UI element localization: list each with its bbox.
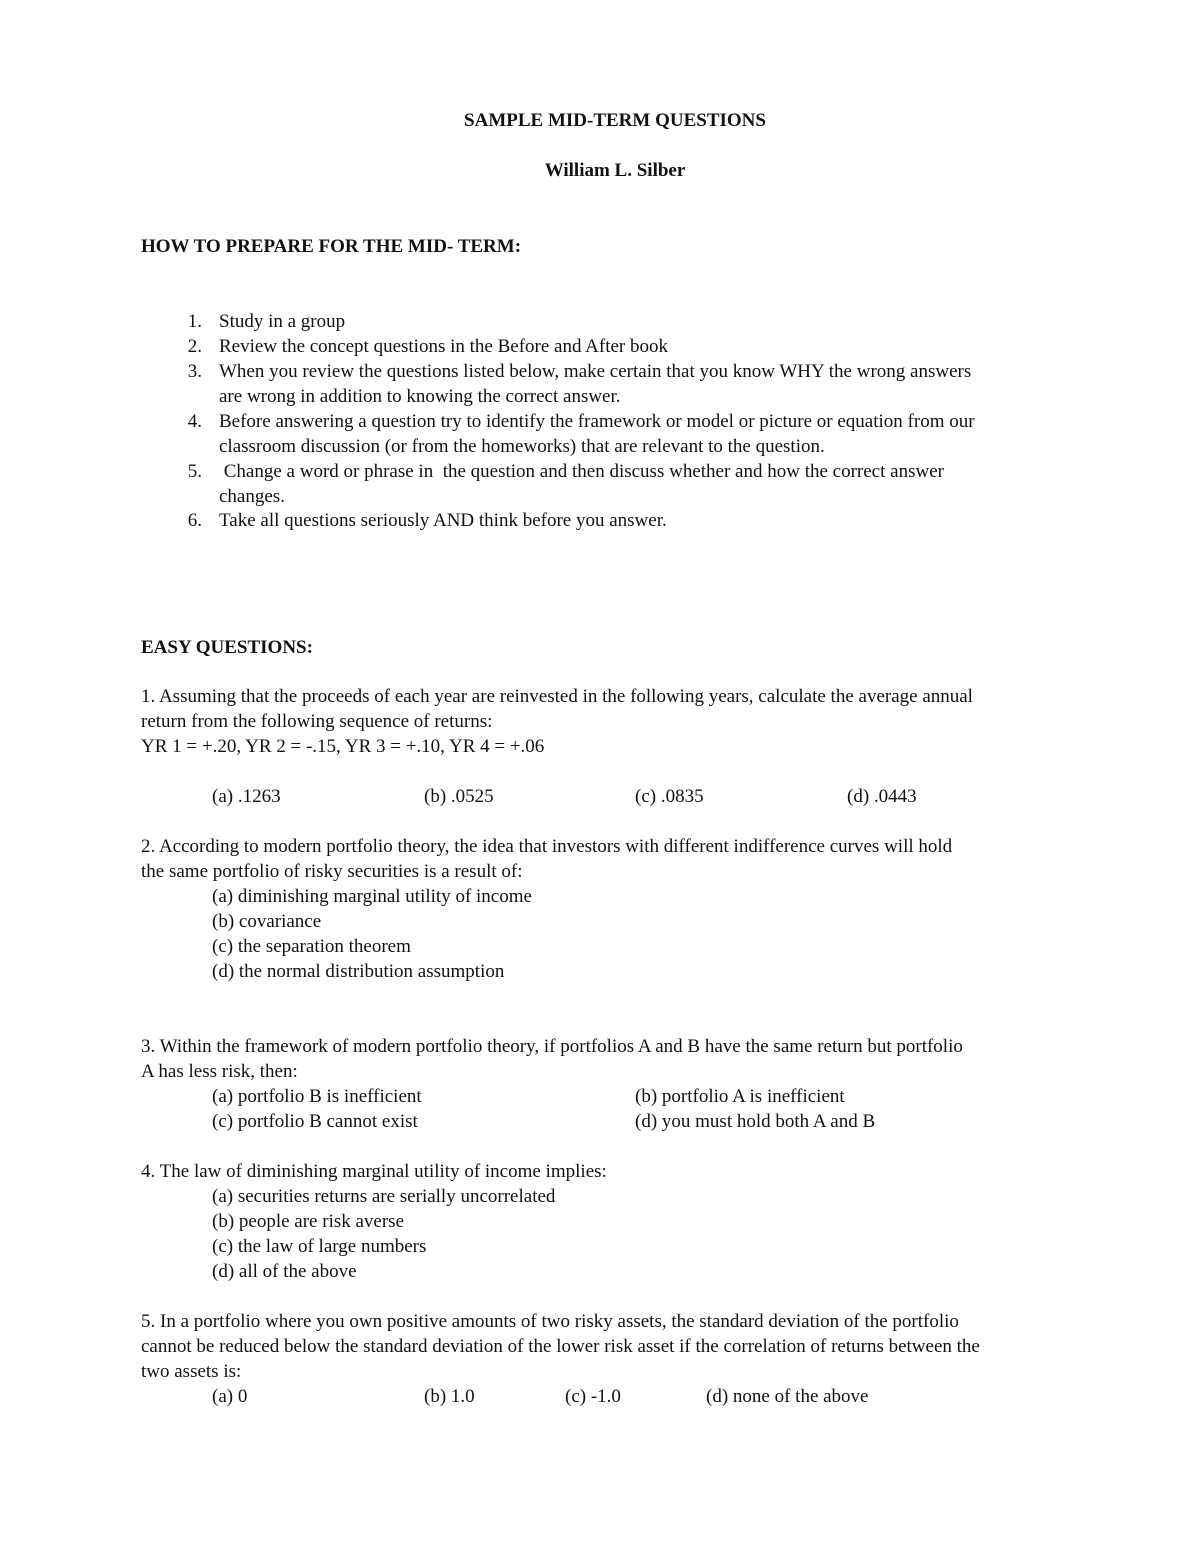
answer-option: (b) .0525 xyxy=(424,786,494,807)
prepare-item-number: 1. xyxy=(187,311,202,332)
prepare-heading: HOW TO PREPARE FOR THE MID- TERM: xyxy=(141,236,522,257)
prepare-item-text: are wrong in addition to knowing the correct answer. xyxy=(219,386,621,407)
question-text: 3. Within the framework of modern portfolio theory, if portfolios A and B have the same return but portfolio xyxy=(141,1036,963,1057)
prepare-item-text: classroom discussion (or from the homeworks) that are relevant to the question. xyxy=(219,436,825,457)
prepare-item-text: Take all questions seriously AND think before you answer. xyxy=(219,510,667,531)
prepare-item-text: Before answering a question try to identify the framework or model or picture or equation from our xyxy=(219,411,975,432)
prepare-item-number: 4. xyxy=(187,411,202,432)
question-text: two assets is: xyxy=(141,1361,242,1382)
answer-option: (b) covariance xyxy=(212,911,322,932)
question-text: 2. According to modern portfolio theory, the idea that investors with different indifference curves will hold xyxy=(141,836,953,857)
answer-option: (d) you must hold both A and B xyxy=(635,1111,876,1132)
document-author: William L. Silber xyxy=(544,160,686,181)
answer-option: (c) the law of large numbers xyxy=(212,1236,427,1257)
answer-option: (b) portfolio A is inefficient xyxy=(635,1086,845,1107)
prepare-item-text: Change a word or phrase in the question and then discuss whether and how the correct answer xyxy=(219,461,944,482)
answer-option: (d) all of the above xyxy=(212,1261,357,1282)
prepare-item-number: 6. xyxy=(187,510,202,531)
prepare-item-number: 3. xyxy=(187,361,202,382)
question-text: the same portfolio of risky securities is a result of: xyxy=(141,861,523,882)
answer-option: (a) 0 xyxy=(212,1386,248,1407)
question-text: YR 1 = +.20, YR 2 = -.15, YR 3 = +.10, YR 4 = +.06 xyxy=(141,736,545,757)
question-text: 1. Assuming that the proceeds of each year are reinvested in the following years, calculate the average annual xyxy=(141,686,973,707)
answer-option: (d) .0443 xyxy=(847,786,917,807)
answer-option: (a) diminishing marginal utility of income xyxy=(212,886,532,907)
answer-option: (b) 1.0 xyxy=(424,1386,475,1407)
answer-option: (b) people are risk averse xyxy=(212,1211,405,1232)
prepare-item-number: 2. xyxy=(187,336,202,357)
answer-option: (d) the normal distribution assumption xyxy=(212,961,505,982)
prepare-item-text: Review the concept questions in the Before and After book xyxy=(219,336,669,357)
answer-option: (c) the separation theorem xyxy=(212,936,411,957)
question-text: cannot be reduced below the standard deviation of the lower risk asset if the correlation of returns between the xyxy=(141,1336,980,1357)
question-text: 5. In a portfolio where you own positive amounts of two risky assets, the standard deviation of the portfolio xyxy=(141,1311,959,1332)
question-text: 4. The law of diminishing marginal utility of income implies: xyxy=(141,1161,607,1182)
prepare-item-text: changes. xyxy=(219,486,285,507)
answer-option: (a) securities returns are serially uncorrelated xyxy=(212,1186,556,1207)
easy-questions-heading: EASY QUESTIONS: xyxy=(141,637,313,658)
prepare-item-text: When you review the questions listed below, make certain that you know WHY the wrong answers xyxy=(219,361,972,382)
answer-option: (c) .0835 xyxy=(635,786,704,807)
answer-option: (a) portfolio B is inefficient xyxy=(212,1086,422,1107)
document-title: SAMPLE MID-TERM QUESTIONS xyxy=(464,110,766,131)
answer-option: (c) -1.0 xyxy=(565,1386,621,1407)
answer-option: (d) none of the above xyxy=(706,1386,869,1407)
prepare-item-number: 5. xyxy=(187,461,202,482)
prepare-item-text: Study in a group xyxy=(219,311,346,332)
answer-option: (c) portfolio B cannot exist xyxy=(212,1111,418,1132)
question-text: return from the following sequence of returns: xyxy=(141,711,493,732)
answer-option: (a) .1263 xyxy=(212,786,281,807)
question-text: A has less risk, then: xyxy=(141,1061,298,1082)
